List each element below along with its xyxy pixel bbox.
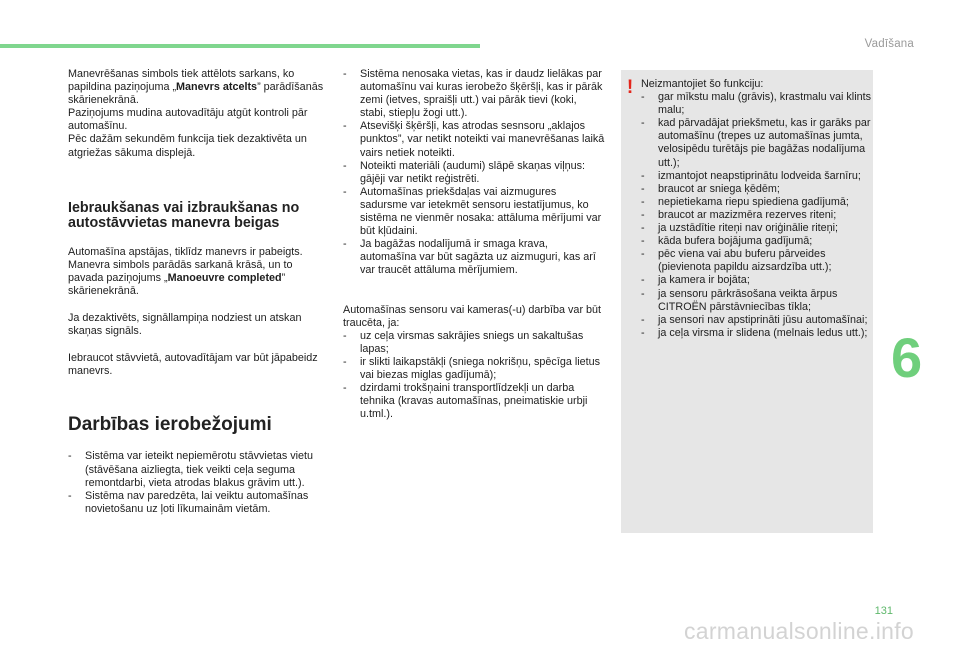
limitations-list bbox=[68, 450, 330, 515]
list-item: - kad pārvadājat priekšmetu, kas ir garāks par automašīnu (trepes uz automašīnas jumta, velosipēdu turētājs pie bagāžas nodalījuma utt.); bbox=[641, 117, 871, 169]
column-left bbox=[68, 68, 330, 516]
list-item: - ja sensoru pārkrāsošana veikta ārpus CITROËN pārstāvniecības tīkla; bbox=[641, 288, 871, 314]
list-item: - Sistēma nav paredzēta, lai veiktu automašīnas novietošanu uz ļoti līkumainām vietām. bbox=[68, 490, 330, 516]
list-item: - Noteikti materiāli (audumi) slāpē skaņas viļņus: gājēji var netikt reģistrēti. bbox=[343, 160, 605, 186]
paragraph-deactivated: Ja dezaktivēts, signāllampiņa nodziest un atskan skaņas signāls. bbox=[68, 312, 302, 338]
list-item: - nepietiekama riepu spiediena gadījumā; bbox=[641, 196, 871, 209]
list-item: - ja ceļa virsma ir slidena (melnais ledus utt.); bbox=[641, 327, 871, 340]
list-item: - ir slikti laikapstākļi (sniega nokrišņu, spēcīga lietus vai biezas miglas gadījumā); bbox=[343, 356, 605, 382]
list-item: - braucot ar sniega ķēdēm; bbox=[641, 183, 871, 196]
warning-text bbox=[641, 78, 871, 340]
bold-term: Manoeuvre completed bbox=[167, 271, 282, 284]
chapter-number: 6 bbox=[891, 326, 923, 389]
list-item: - ja kamera ir bojāta; bbox=[641, 274, 871, 287]
list-item: - ja sensori nav apstiprināti jūsu automašīnai; bbox=[641, 314, 871, 327]
warning-intro: Neizmantojiet šo funkciju: bbox=[641, 78, 764, 90]
list-item: - izmantojot neapstiprinātu lodveida šarnīru; bbox=[641, 170, 871, 183]
section-title: Vadīšana bbox=[864, 38, 914, 50]
page-number: 131 bbox=[874, 605, 893, 617]
warning-list bbox=[641, 91, 871, 340]
list-item: - Sistēma nenosaka vietas, kas ir daudz lielākas par automašīnu vai kuras ierobežo šķēršļi, kas ir pārāk zemi (ietves, spraišļi utt.) vai pārāk tievi (koki, stabi, stiepļu žogi utt.). bbox=[343, 68, 605, 120]
list-item: - kāda bufera bojājuma gadījumā; bbox=[641, 235, 871, 248]
intro-paragraph: Manevrēšanas simbols tiek attēlots sarkans, ko papildina paziņojuma „Manevrs atcelts” parādīšanās skārienekrānā. Paziņojums mudina autovadītāju atgūt kontroli pār automašīnu. Pēc dažām sekundēm funkcija tiek dezaktivēta un atgriežas sākuma displejā. bbox=[68, 68, 324, 159]
heading-limitations: Darbības ierobežojumi bbox=[68, 414, 272, 436]
warning-exclamation-icon: ! bbox=[626, 77, 634, 98]
paragraph-finish: Iebraucot stāvvietā, autovadītājam var būt jāpabeidz manevrs. bbox=[68, 352, 318, 378]
detection-limits-list bbox=[343, 68, 605, 278]
bold-term: Manevrs atcelts bbox=[176, 81, 258, 94]
heading-manoeuvre-end: Iebraukšanas vai izbraukšanas no autostāvvietas manevra beigas bbox=[68, 199, 300, 232]
list-item: - Sistēma var ieteikt nepiemērotu stāvvietas vietu (stāvēšana aizliegta, tiek veikti ceļa seguma remontdarbi, vieta atrodas blakus grāvim utt.). bbox=[68, 450, 330, 489]
disturbance-list bbox=[343, 330, 605, 422]
list-item: - gar mīkstu malu (grāvis), krastmalu vai klints malu; bbox=[641, 91, 871, 117]
list-item: - uz ceļa virsmas sakrājies sniegs un sakaltušas lapas; bbox=[343, 330, 605, 356]
list-item: - Atsevišķi šķēršļi, kas atrodas sesnsoru „aklajos punktos”, var netikt noteikti vai manevrēšanas laikā vairs netiek noteikti. bbox=[343, 120, 605, 159]
paragraph-manoeuvre-end: Automašīna apstājas, tiklīdz manevrs ir pabeigts. Manevra simbols parādās sarkanā krāsā, un to pavada paziņojums „Manoeuvre completed” skārienekrānā. bbox=[68, 245, 303, 297]
list-item: - braucot ar mazizmēra rezerves riteni; bbox=[641, 209, 871, 222]
column-middle bbox=[343, 68, 605, 421]
header-accent-bar bbox=[0, 44, 480, 48]
list-item: - pēc viena vai abu buferu pārveides (pievienota papildu aizsardzība utt.); bbox=[641, 248, 871, 274]
list-item: - Ja bagāžas nodalījumā ir smaga krava, automašīna var būt sagāzta uz aizmuguri, kas arī var traucēt attāluma mērījumiem. bbox=[343, 238, 605, 277]
list-item: - dzirdami trokšņaini transportlīdzekļi un darba tehnika (kravas automašīnas, pneimatiskie urbji u.tml.). bbox=[343, 382, 605, 421]
paragraph-sensor-disturbance: Automašīnas sensoru vai kameras(-u) darbība var būt traucēta, ja: bbox=[343, 303, 602, 329]
list-item: - Automašīnas priekšdaļas vai aizmugures sadursme var ietekmēt sensoru iestatījumus, ko sistēma ne vienmēr nosaka: attāluma mērījumi var būt kļūdaini. bbox=[343, 186, 605, 238]
warning-box bbox=[621, 70, 873, 533]
list-item: - ja uzstādītie riteņi nav oriģinālie riteņi; bbox=[641, 222, 871, 235]
watermark: carmanualsonline.info bbox=[683, 618, 914, 644]
